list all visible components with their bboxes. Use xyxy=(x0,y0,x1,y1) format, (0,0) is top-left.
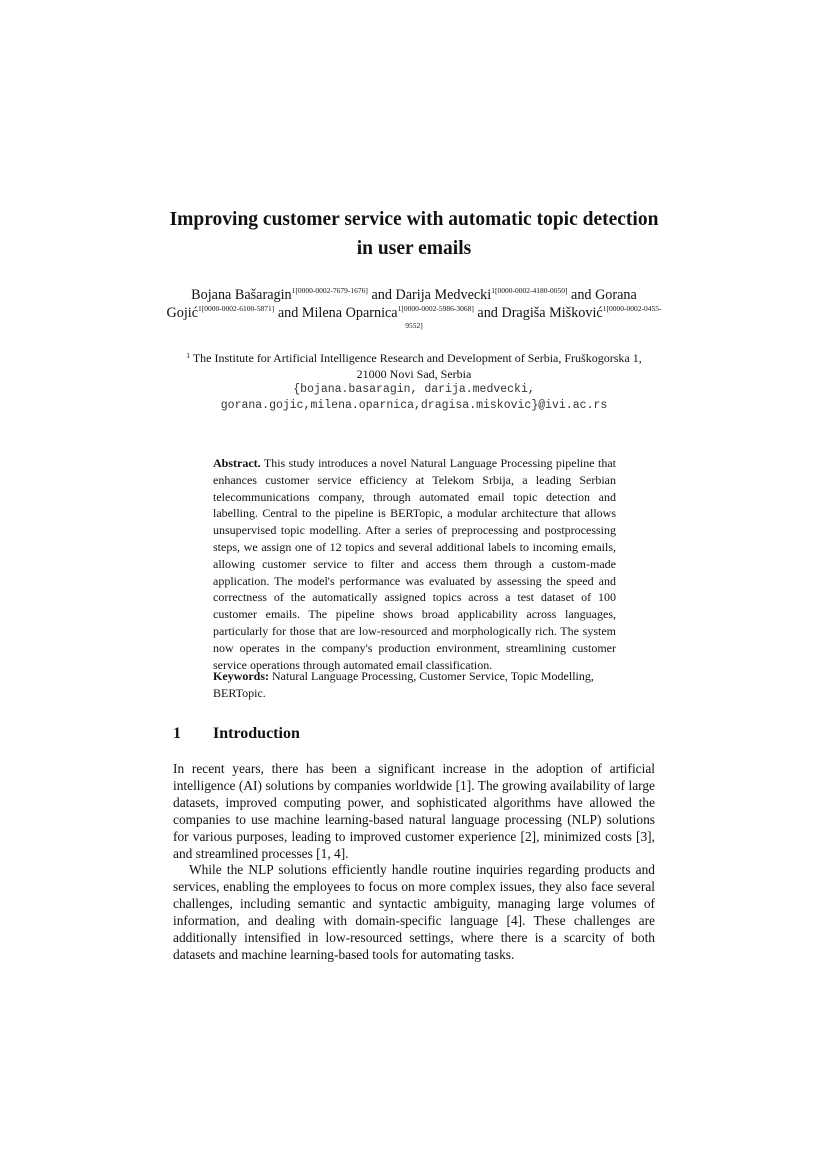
author-3: Gorana Gojić$^{1[0000-0002-6100-5871]}$ and xyxy=(166,287,637,321)
author-orcid: 1[0000-0002-5986-3068] xyxy=(397,303,474,313)
abstract xyxy=(213,455,616,673)
paper-title: Improving customer service with automatic topic detection in user emails xyxy=(169,209,659,259)
abstract-text: This study introduces a novel Natural Language Processing pipeline that enhances customer service efficiency at Telekom Srbija, a leading Serbian telecommunications company, through automated email topic detection and labelling. Central to the pipeline is BERTopic, a modular architecture that allows unsupervised topic modelling. After a series of preprocessing and postprocessing steps, we assign one of 12 topics and several additional labels to incoming emails, allowing customer service to filter and access them through a custom-made application. The model's performance was evaluated by assessing the speed and correctness of the automatically assigned topics across a test dataset of 100 customer emails. The pipeline shows broad applicability across languages, particularly for those that are low-resourced and morphologically rich. The system now operates in the company's production environment, streamlining customer service operations through automated email classification. xyxy=(213,456,616,672)
keywords-label: Keywords: xyxy=(213,669,269,683)
affiliation xyxy=(160,350,668,414)
abstract-label: Abstract. xyxy=(213,456,261,470)
keywords xyxy=(213,668,616,702)
author-orcid: 1[0000-0002-0455-9552] xyxy=(405,303,662,330)
author-list xyxy=(166,287,662,340)
email-line-2: gorana.gojic,milena.oparnica,dragisa.miskovic}@ivi.ac.rs xyxy=(220,399,608,412)
keywords-text: Natural Language Processing, Customer Service, Topic Modelling, BERTopic. xyxy=(213,669,594,700)
author-4: Milena Oparnica$^{1[0000-0002-5986-3068]}$ and xyxy=(301,303,502,321)
author-5: Dragiša Mišković$^{1[0000-0002-0455-9552]}$ xyxy=(405,303,662,330)
affiliation-city: 21000 Novi Sad, Serbia xyxy=(356,367,472,381)
author-orcid: 1[0000-0002-4180-0050] xyxy=(491,286,568,295)
email-line-1: {bojana.basaragin, darija.medvecki, xyxy=(293,383,535,396)
paragraph: While the NLP solutions efficiently handle routine inquiries regarding products and services, enabling the employees to focus on more complex issues, they also face several challenges, including semantic and syntactic ambiguity, managing large volumes of information, and dealing with domain-specific language [4]. These challenges are additionally intensified in low-resourced settings, where there is a scarcity of both datasets and machine learning-based tools for automating tasks. xyxy=(173,862,655,962)
author-orcid: 1[0000-0002-7679-1676] xyxy=(291,286,368,295)
introduction-body xyxy=(173,761,655,964)
section-number: 1 xyxy=(173,725,181,742)
author-2: Darija Medvecki$^{1[0000-0002-4180-0050]}$ and xyxy=(395,286,596,303)
section-title: Introduction xyxy=(213,725,300,742)
section-heading xyxy=(173,725,300,743)
affiliation-address: $^1$ The Institute for Artificial Intelligence Research and Development of Serbia, Fruškogorska 1, xyxy=(186,351,642,365)
paragraph: In recent years, there has been a significant increase in the adoption of artificial intelligence (AI) solutions by companies worldwide [1]. The growing availability of large datasets, improved computing power, and sophisticated algorithms have allowed the companies to use machine learning-based natural language processing (NLP) solutions for various purposes, leading to improved customer experience [2], minimized costs [3], and streamlined processes [1, 4]. xyxy=(173,761,655,861)
author-1: Bojana Bašaragin$^{1[0000-0002-7679-1676]}$ and xyxy=(191,286,396,303)
author-orcid: 1[0000-0002-6100-5871] xyxy=(198,303,275,313)
